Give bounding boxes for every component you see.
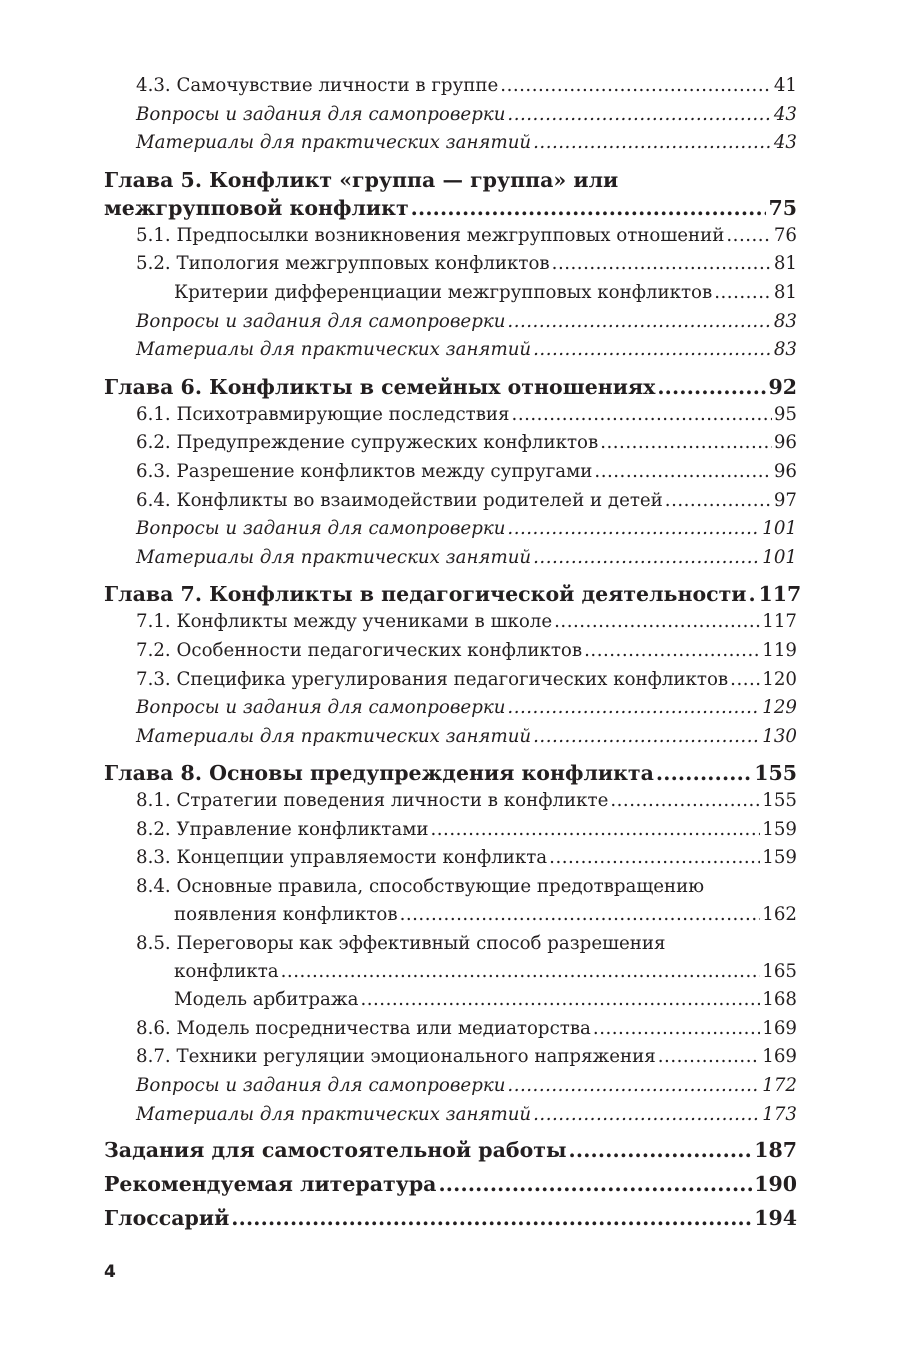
toc-entry-page: 96 [773,432,797,454]
toc-entry-page: 194 [754,1206,797,1231]
dot-leader [533,129,772,158]
toc-entry-page: 172 [762,1075,797,1097]
dot-leader [533,1101,760,1130]
chapter-6-entries [104,401,797,573]
toc-entry-title: Глоссарий [104,1206,230,1231]
dot-leader [657,373,766,401]
toc-entry-title: 5.2. Типология межгрупповых конфликтов [136,253,550,275]
dot-leader [533,336,772,365]
dot-leader [507,101,771,130]
dot-leader [549,844,760,873]
toc-entry[interactable] [104,222,797,251]
toc-entry-title: 6.1. Психотравмирующие последствия [136,403,510,425]
toc-entry-page: 117 [762,611,797,633]
chapter-title-line: межгрупповой конфликт [104,195,409,220]
toc-entry-page: 187 [754,1138,797,1163]
toc-entry-page: 83 [773,339,797,361]
toc-entry[interactable] [104,487,797,516]
dot-leader [658,1043,761,1072]
toc-entry[interactable] [104,1101,797,1130]
dot-leader [533,544,760,573]
toc-entry[interactable] [104,250,797,279]
toc-entry-bold[interactable] [104,1167,797,1201]
toc-entry-title: 6.4. Конфликты во взаимодействии родителей и детей [136,489,663,511]
dot-leader [594,458,771,487]
toc-entry-title-cont: конфликта [174,960,279,982]
toc-entry-bold[interactable] [104,1133,797,1167]
chapter-page: 155 [754,761,797,786]
toc-entry-title: Вопросы и задания для самопроверки [136,1075,506,1097]
toc-entry-title: 8.5. Переговоры как эффективный способ разрешения [136,932,666,954]
toc-entry[interactable] [104,694,797,723]
chapter-title: Глава 8. Основы предупреждения конфликта [104,761,654,786]
toc-entry-page: 76 [773,224,797,246]
toc-entry[interactable] [104,515,797,544]
toc-entry-page: 155 [762,790,797,812]
toc-entry-title: 8.6. Модель посредничества или медиаторства [136,1017,591,1039]
toc-entry-title: Рекомендуемая литература [104,1172,437,1197]
chapter-7-entries [104,608,797,751]
chapter-8-heading[interactable] [104,759,797,787]
toc-entry[interactable] [104,72,797,101]
dot-leader [552,250,772,279]
dot-leader [507,308,771,337]
toc-entry-title: Материалы для практических занятий [136,725,532,747]
toc-entry-title: Материалы для практических занятий [136,1103,532,1125]
toc-entry-title-cont: появления конфликтов [174,904,398,926]
toc-entry-title: 7.1. Конфликты между учениками в школе [136,611,553,633]
toc-entry-page: 162 [762,904,797,926]
toc-entry-page: 159 [762,847,797,869]
chapter-6-heading[interactable] [104,373,797,401]
chapter-page: 75 [768,195,797,220]
dot-leader [400,901,761,930]
toc-entry-title: Задания для самостоятельной работы [104,1138,567,1163]
dot-leader [656,759,752,787]
toc-entry[interactable] [104,608,797,637]
toc-entry[interactable] [104,544,797,573]
toc-entry[interactable] [104,816,797,845]
chapter-5-heading[interactable] [104,166,797,222]
toc-entry-title: Материалы для практических занятий [136,132,532,154]
chapter-7-heading[interactable] [104,580,802,608]
toc-entry-title: 8.4. Основные правила, способствующие предотвращению [136,876,705,898]
toc-entry-bold[interactable] [104,1201,797,1235]
dot-leader [610,787,760,816]
toc-entry-title: Модель арбитража [174,989,359,1011]
dot-leader [281,958,761,987]
dot-leader [507,1072,760,1101]
dot-leader [500,72,772,101]
toc-entry[interactable] [104,666,797,695]
dot-leader [430,816,760,845]
toc-entry-page: 43 [773,103,797,125]
toc-entry-title: 8.1. Стратегии поведения личности в конфликте [136,790,609,812]
toc-entry[interactable] [104,1072,797,1101]
toc-entry[interactable] [104,336,797,365]
toc-entry-title: 6.3. Разрешение конфликтов между супругами [136,460,593,482]
toc-entry-page: 81 [773,281,797,303]
toc-entry-page: 101 [762,518,797,540]
toc-entry[interactable] [104,637,797,666]
dot-leader [411,194,767,222]
toc-entry[interactable] [104,723,797,752]
toc-entry-page: 41 [773,75,797,96]
toc-entry-title: 6.2. Предупреждение супружеских конфликтов [136,432,599,454]
dot-leader [730,666,760,695]
toc-entry-title: Вопросы и задания для самопроверки [136,103,506,125]
dot-leader [507,694,760,723]
toc-entry-title: 8.2. Управление конфликтами [136,818,429,840]
toc-entry[interactable] [104,986,797,1015]
toc-entry-title: 8.3. Концепции управляемости конфликта [136,847,548,869]
toc-entry-page: 165 [762,960,797,982]
chapter-title: Глава 7. Конфликты в педагогической деятельности [104,582,747,607]
dot-leader [714,279,772,308]
toc-entry-title: 5.1. Предпосылки возникновения межгрупповых отношений [136,224,725,246]
toc-entry-multiline[interactable] [104,873,797,930]
dot-leader [600,429,772,458]
chapter-page: 117 [758,582,802,607]
dot-leader [512,401,772,430]
dot-leader [533,723,760,752]
dot-leader [438,1167,752,1201]
dot-leader [749,580,757,608]
toc-entry-page: 168 [762,989,797,1011]
chapter-page: 92 [768,374,797,399]
toc-entry[interactable] [104,1015,797,1044]
toc-entry[interactable] [104,129,797,158]
toc-entry-page: 95 [773,403,797,425]
toc-entry-page: 173 [762,1103,797,1125]
dot-leader [569,1133,753,1167]
dot-leader [231,1201,752,1235]
toc-entry-page: 129 [762,697,797,719]
dot-leader [554,608,760,637]
toc-entry-page: 43 [773,132,797,154]
toc-entry-page: 119 [762,639,797,661]
toc-entry-title: Критерии дифференциации межгрупповых конфликтов [174,281,713,303]
toc-entry-page: 97 [773,489,797,511]
toc-entry[interactable] [104,1043,797,1072]
table-of-contents [104,72,802,1235]
toc-entry-page: 120 [762,668,797,690]
chapter-title: Глава 6. Конфликты в семейных отношениях [104,374,656,399]
toc-entry[interactable] [104,429,797,458]
toc-entry-title: Вопросы и задания для самопроверки [136,697,506,719]
toc-entry-page: 101 [762,546,797,568]
toc-entry[interactable] [104,308,797,337]
toc-entry-title: 4.3. Самочувствие личности в группе [136,75,499,96]
toc-group-ch4-tail [104,72,797,158]
chapter-8-entries [104,787,797,1129]
toc-entry[interactable] [104,401,797,430]
toc-entry-page: 96 [773,460,797,482]
dot-leader [665,487,772,516]
toc-entry-title: Вопросы и задания для самопроверки [136,310,506,332]
dot-leader [726,222,771,251]
toc-entry-multiline[interactable] [104,930,797,987]
toc-entry[interactable] [104,787,797,816]
toc-entry[interactable] [104,279,797,308]
toc-entry-page: 83 [773,310,797,332]
toc-entry-page: 169 [762,1017,797,1039]
dot-leader [584,637,760,666]
toc-entry-title: 8.7. Техники регуляции эмоционального напряжения [136,1046,656,1068]
toc-entry[interactable] [104,458,797,487]
chapter-title-line: Глава 5. Конфликт «группа — группа» или [104,167,619,192]
toc-entry-title: 7.2. Особенности педагогических конфликтов [136,639,583,661]
toc-entry-page: 190 [754,1172,797,1197]
chapter-5-entries [104,222,797,365]
toc-entry[interactable] [104,844,797,873]
dot-leader [507,515,760,544]
toc-entry-page: 169 [762,1046,797,1068]
toc-entry-page: 130 [762,725,797,747]
toc-entry-title: Вопросы и задания для самопроверки [136,518,506,540]
dot-leader [593,1015,760,1044]
toc-entry-page: 159 [762,818,797,840]
back-matter-entries [104,1133,797,1235]
toc-entry-title: 7.3. Специфика урегулирования педагогических конфликтов [136,668,729,690]
toc-entry[interactable] [104,101,797,130]
toc-entry-title: Материалы для практических занятий [136,546,532,568]
page-number: 4 [104,1262,116,1282]
toc-entry-title: Материалы для практических занятий [136,339,532,361]
toc-entry-page: 81 [773,253,797,275]
dot-leader [360,986,760,1015]
